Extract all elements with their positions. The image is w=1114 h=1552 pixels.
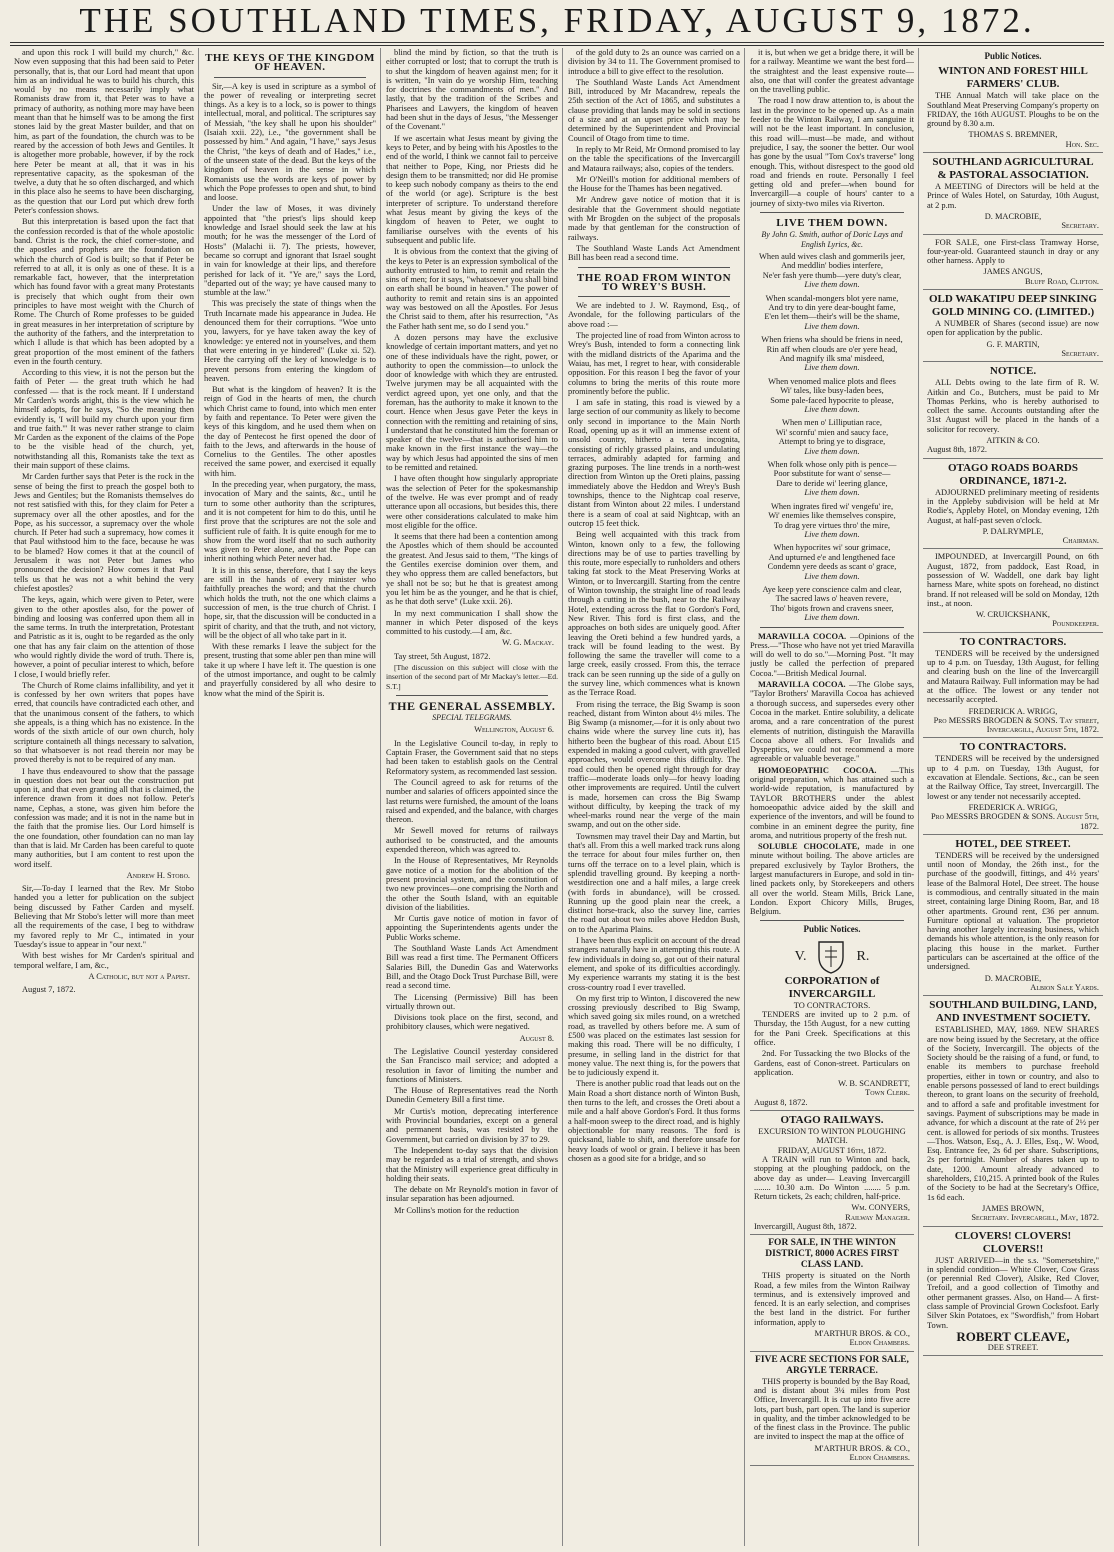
notice-title: OTAGO RAILWAYS. <box>780 1114 884 1127</box>
divider <box>214 77 366 78</box>
advertisement: OLD WAKATIPU DEEP SINKING GOLD MINING CO. (LIMITED.) A NUMBER of Shares (second issue) are now open for application by the public. G. F. MARTIN, Secretary. <box>923 290 1103 362</box>
masthead-rule-2 <box>10 45 1104 46</box>
poem-stanza: Aye keep yere conscience calm and clear, The sacred laws o' heaven revere, Tho' bigots frown and cravens sneer, Live them down. <box>762 584 902 623</box>
advertisement: HOTEL, DEE STREET. TENDERS will be received by the undersigned until noon of Monday, the 26th inst., for the purchase of the goodwill, fittings, and 4½ years' lease of the Balmoral Hotel, Dee street. The house is commodious, and centrally situated in the main street, containing large Dining Room, Bar, and 18 other apartments. Ground rent, £36 per annum. Furniture optional at valuation. The proprietor having another largely increasing business, which demands his whole attention, is the only reason for placing this house in the market. Further particulars can be ascertained at the office of the undersigned. D. MACROBIE, Albion Sale Yards. <box>923 835 1103 996</box>
article-paragraph: I am safe in stating, this road is viewed by a large section of our community as likely to become only second in importance to the Main North Road, opening up as it will an immense extent of unsold country, hitherto a terra incognita, consisting of richly grassed plains, and undulating terraces, admirably adapted for farming and grazing purposes. The line trends in a north-west direction from Winton up the Oreti plains, passing immediately above the Heddon and Wrey's Bush townships, thence to the Nightcap coal reserve, distant from Winton about 22 miles. I understand there is a seam of coal at said Nightcap, with an outcrop 15 feet thick. <box>568 398 740 528</box>
article-headline: THE GENERAL ASSEMBLY. <box>388 698 556 713</box>
dateline: Wellington, August 6. <box>474 725 554 735</box>
notice-role: Town Clerk. <box>865 1088 910 1098</box>
article-paragraph: Under the law of Moses, it was divinely appointed that "the priest's lips should keep knowledge and Israel should seek the law at his mouth; for he was the messenger of the Lord of Hosts" (Malachi ii. 7). The priests, however, became so corrupt and ignorant that Israel sought in vain for knowledge at their lips, and therefore perished for lack of it. "Ye are," says the Lord, "departed out of the way; ye have caused many to stumble at the law." <box>204 204 376 298</box>
article-headline: THE ROAD FROM WINTON TO WREY'S BUSH. <box>576 271 732 293</box>
article-paragraph: Sir,—A key is used in scripture as a symbol of the power of revealing or interpreting secret things. As a key is to a lock, so is power to things intellectual, moral, and political. The scriptures say of Messiah, "the key shall he upon his shoulder" (Isaiah xxii. 22), i.e., "the government shall be possessed by him." And again, "I have," says Jesus the Christ, "the keys of death and of Hades," i.e., of the unseen state of the dead. But the keys of the kingdom of heaven in the sense in which Romanists use the words are keys of power by which the Pope professes to open and shut, to bind and loose. <box>204 81 376 203</box>
poem-author: By John G. Smith, author of Doric Lays and English Lyrics, &c. <box>761 230 903 249</box>
article-paragraph: Mr O'Neill's motion for additional members of the House for the Thames has been negatived. <box>568 174 740 194</box>
article-paragraph: A dozen persons may have the exclusive knowledge of certain important matters, and yet no one of these individuals have the right, power, or authority to open the commission—to unlock the door of knowledge with which they are entrusted. Twelve jurymen may be all acquainted with the verdict agreed upon, yet one only, and that the foreman, has the authority to make it known to the court. Hence when Jesus gave Peter the keys in connection with the remitting and retaining of sins, I understand that he constituted him the foreman or speaker of the twelve—that is authorised him to make known in the first instance the way—the way by which Jesus had appointed the sins of men to be remitted and retained. <box>386 332 558 473</box>
crest-icon <box>816 939 846 975</box>
article-paragraph: The Licensing (Permissive) Bill has been virtually thrown out. <box>386 992 558 1011</box>
notice-place: Eldon Chambers. <box>849 1338 910 1348</box>
divider <box>396 695 548 696</box>
article-paragraph: The road I now draw attention to, is about the last in the province to be opened up. As a main feeder to the Winton Railway, I am sanguine it will not be the least important. In conclusion, this road will—must—be made, and without prejudice, I say, the sooner the better. Our wool has gone by the usual "Tom Cox's traverse" long enough. This, without disrespect to the good old road and friends en route. Personally I feel getting old and prefer—when bound for Invercargill—a couple of hours' canter to a journey of sixty-two miles via Riverton. <box>750 96 914 208</box>
notice-text: THIS property is bounded by the Bay Road, and is distant about 3¼ miles from Post Office, Invercargill. It is cut up into five acre lots, part bush, part open. The land is superior in quality, and the timber acknowledged to be of the finest class in the Province. The public are invited to inspect the map at the office of <box>754 1376 910 1442</box>
notice-text: 2nd. For Tussacking the two Blocks of the Gardens, east of Conon-street. Particulars on application. <box>754 1049 910 1077</box>
railway-notice <box>750 1111 914 1235</box>
article-paragraph: and upon this rock I will build my church," &c. Now even supposing that this had been said to Peter personally, that is, that our Lord had meant that upon him as an individual he was to build his church, this would by no means necessarily imply what Romanists draw from it, that Peter was to have a primacy of authority, as nothing more may have been meant than that he himself was to be among the first stones laid by the great Master builder, and that on him, as part of the foundation, the church was to be reared by the accession of both Jews and Gentiles. It is altogether more probable, however, if by the rock here Peter be meant at all, that it was in his representative capacity, as the spokesman of the twelve, a duty that he so often discharged, and which in this place also he seems to have been discharging, as the question that our Lord put which drew forth Peter's confession shows. <box>14 48 194 216</box>
article-paragraph: It seems that there had been a contention among the Apostles which of them should be accounted the greatest. And Jesus said to them, "The kings of the Gentiles exercise dominion over them, and they who oppress them are called benefactors, but ye shall not be so; but he that is greatest among you let him be as the younger, and he that is chief, as he that doth serve" (Luke xxii. 26). <box>386 532 558 607</box>
notice-date: FRIDAY, AUGUST 16th, 1872. <box>777 1145 887 1155</box>
poem-title: LIVE THEM DOWN. <box>776 217 888 230</box>
article-subhead: SPECIAL TELEGRAMS. <box>432 713 512 723</box>
divider <box>760 212 904 213</box>
notice-signature: Wm. CONYERS, <box>851 1203 910 1213</box>
notice-role: Railway Manager. <box>845 1212 910 1222</box>
article-paragraph: Mr Curtis's motion, deprecating interference with Provincial boundaries, except on a general and permanent basis, was resisted by the Government, but carried on division by 37 to 29. <box>386 1106 558 1144</box>
letter-paragraph: Sir,—To-day I learned that the Rev. Mr Stobo handed you a letter for publication on the subject being discussed by Father Carden and myself. Believing that Mr Stobo's letter will more than meet all the requirements of the case, I beg to withdraw my favored reply to Mr C., intimated in your Tuesday's issue to appear in "our next." <box>14 884 194 949</box>
column-divider <box>744 48 745 1546</box>
column-divider <box>918 48 919 1546</box>
article-paragraph: Mr Sewell moved for returns of railways authorised to be constructed, and the amounts expended thereon, which was agreed to. <box>386 826 558 855</box>
poem-stanza: When folk whose only pith is pence— Poor substitute for want o' sense— Dare to deride wi' leering glance, Live them down. <box>767 460 897 498</box>
poem-stanza: When friens wha should be friens in need, Rin aff when clouds are o'er yere head, And magnify ilk sma' misdeed, Live them down. <box>761 335 903 373</box>
article-paragraph: With these remarks I leave the subject for the present, trusting that some abler pen than mine will take it up where I have left it. The question is one of the utmost importance, and ought to be calmly and prayerfully considered by all who desire to know what the mind of the Spirit is. <box>204 642 376 698</box>
article-paragraph: In the preceding year, when purgatory, the mass, invocation of Mary and the saints, &c., until he turn to some other authority than the scriptures, and it is not competent for him to do this, until he first prove that the scriptures are not the sole and sufficient rule of faith. It is quite enough for me to show from the word itself that no such authority was given to Peter alone, and that the Pope can inherit nothing which Peter never had. <box>204 480 376 564</box>
notice-place: Invercargill, August 8th, 1872. <box>754 1222 857 1231</box>
article-paragraph: In the House of Representatives, Mr Reynolds gave notice of a motion for the abolition of the present provincial system, and the constitution of two new provinces—one comprising the North and the other the South Island, with an equitable division of the liabilities. <box>386 856 558 912</box>
column-divider <box>562 48 563 1546</box>
column-4 <box>568 48 740 1548</box>
article-paragraph: In my next communication I shall show the manner in which Peter disposed of the keys committed to his custody.—I am, &c. <box>386 608 558 637</box>
article-paragraph: I have been thus explicit on account of the dread strangers naturally have in attempting this route. A few individuals in doing so, got out of their natural element, and spoke of its difficulties accordingly. My experience warrants my stating it is the best cross-country road I ever travelled. <box>568 936 740 992</box>
corporation-subtitle: TO CONTRACTORS. <box>793 1000 871 1010</box>
column-divider <box>380 48 381 1546</box>
notice-text: A TRAIN will run to Winton and back, stopping at the ploughing paddock, on the above day as under— Leaving Invercargill ........ 10.30 a.m. Do Winton ........ 5 p.m. Return tickets, 2s each; children, half-price. <box>754 1154 910 1202</box>
article-headline: THE KEYS OF THE KINGDOM OF HEAVEN. <box>205 52 375 74</box>
advertisement: NOTICE. ALL Debts owing to the late firm of R. W. Aitkin and Co., Butchers, must be paid to Mr Thomas Perkins, who is hereby authorised to collect the same. Accounts outstanding after the 31st August will be placed in the hands of a solicitor for recovery. AITKIN & CO. August 8th, 1872. <box>923 362 1103 458</box>
column-1 <box>14 48 194 1548</box>
notice-date: August 8, 1872. <box>754 1097 808 1107</box>
article-paragraph: It is obvious from the context that the giving of the keys to Peter is an expression symbolical of the authority entrusted to him, to remit and retain the sins of men; for it says, "whatsoever you shall bind on earth shall be bound in heaven." The power of authority to remit and retain sins is an appointed way was bestowed on all the Apostles. For Jesus the Christ said to them, after his resurrection, "As the Father hath sent me, so do I send you." <box>386 247 558 331</box>
article-paragraph: it is, but when we get a bridge there, it will be for a railway. Meantime we want the best ford—the straightest and the least expensive route—also, one that will confer the greatest advantage on the travelling public. <box>750 48 914 95</box>
article-paragraph: But what is the kingdom of heaven? It is the reign of God in the hearts of men, the church which Christ came to found, into which men enter by faith and repentance. To Peter were given the keys of this kingdom, and he used them when on the day of Pentecost he first opened the door of faith to the Jews, and afterwards in the house of Cornelius to the Gentiles. The other apostles received the same power, and exercised it equally with him. <box>204 385 376 478</box>
article-paragraph: The Legislative Council yesterday considered the San Francisco mail service; and adopted a resolution in favor of limiting the number and functions of Ministers. <box>386 1046 558 1084</box>
article-paragraph: The Southland Waste Lands Act Amendment Bill was read a first time. The Permanent Officers Salaries Bill, the Dunedin Gas and Waterworks Bill, and the Otago Dock Trust Purchase Bill, were read a second time. <box>386 944 558 991</box>
notice-place: Eldon Chambers. <box>849 1453 910 1463</box>
article-paragraph: On my first trip to Winton, I discovered the new crossing previously described to Big Swamp, which saved going six miles round, on a wretched road, as travelled by others before me. A sum of £500 was placed on the estimates last session for making this road. There will be no difficulty, I presume, in selling land in the district for that money value. The next thing is, for the powers that be to judiciously expend it. <box>568 993 740 1078</box>
notice-signature: M'ARTHUR BROS. & CO., <box>814 1443 910 1453</box>
poem-stanza: When hypocrites wi' sour grimace, And upturned e'e and lengthened face Condemn yere deeds as scant o' grace, Live them down. <box>767 543 897 581</box>
letter-signature: Andrew H. Stobo. <box>126 870 190 880</box>
poem-stanza: When scandal-mongers blot yere name, And try to din yere dear-bought fame, E'en let them—their's will be the shame, Live them down. <box>764 293 900 331</box>
letter-signature: W. G. Mackay. <box>502 638 554 648</box>
letter-signature: A Catholic, but not a Papist. <box>88 971 190 981</box>
notice-title: FOR SALE, IN THE WINTON DISTRICT, 8000 ACRES FIRST CLASS LAND. <box>765 1238 899 1271</box>
article-paragraph: But this interpretation is based upon the fact that the confession recorded is that of the whole apostolic band. Christ is the rock, the chief corner-stone, and the apostles and prophets are the foundation on which the church of God is built; so that if Peter be referred to at all, it is only as one of these. It is a remarkable fact, however, that the interpretation which has found favor with a great many Protestants is precisely that which ought from their own principles to have most weight with the Church of Rome. The Church of Rome professes to be guided in great measures in her interpretation of scripture by the authority of the fathers, and the interpretation to which I allude is that which has been adopted by a great proportion of the most eminent of the fathers even in the fourth century. <box>14 217 194 366</box>
advertisement: WINTON AND FOREST HILL FARMERS' CLUB. THE Annual Match will take place on the Southland Meat Preserving Company's property on FRIDAY, the 16th AUGUST. Ploughs to be on the ground by 8.30 a.m. THOMAS S. BREMNER, Hon. Sec. <box>923 62 1103 153</box>
article-paragraph: It is in this sense, therefore, that I say the keys are still in the hands of every minister who faithfully preaches the word; and that the church which holds the truth, not the one which claims a succession of men, is the true church of Christ. I hope, sir, that the discussion will be conducted in a spirit of charity, and that the truth, and not victory, will be the object of all who take part in it. <box>204 565 376 640</box>
advertisement: IMPOUNDED, at Invercargill Pound, on 6th August, 1872, from paddock, East Road, in possession of W. Waddell, one dark bay light harness Mare, white spots on forehead, no distinct brand. If not released will be sold on Monday, 12th inst., at noon. W. CRUICKSHANK, Poundkeeper. <box>923 549 1103 632</box>
divider <box>578 296 730 297</box>
masthead: THE SOUTHLAND TIMES, FRIDAY, AUGUST 9, 1872. <box>79 1 1035 40</box>
dateline: August 8. <box>519 1033 554 1043</box>
article-paragraph: The Southland Waste Lands Act Amendment Bill, introduced by Mr Macandrew, repeals the 25th section of the Act of 1865, and substitutes a clause providing that lands may be sold in sections of a size and at an upset price which may be determined by the Superintendent and Provincial Council of Otago from time to time. <box>568 77 740 143</box>
article-paragraph: Townsmen may travel their Day and Martin, but that's all. From this a well marked track runs along the terrace for about four miles further on, then turns off the terrace on to a level plain, which is splendid travelling ground. By keeping a north-westdirection one and a half miles, a large creek (with fords in abundance), will be crossed. Running up the good plain near the creek, a distinct horse-track, also the survey line, carries the road out about two miles above Heddon Bush, on to the Aparima Plains. <box>568 831 740 934</box>
notice-title: FIVE ACRE SECTIONS FOR SALE, ARGYLE TERRACE. <box>755 1354 909 1376</box>
cocoa-ad: HOMOEOPATHIC COCOA. —This original preparation, which has attained such a world-wide reputation, is manufactured by TAYLOR BROTHERS under the ablest homoeopathic advice aided by the skill and experience of the inventors, and will be found to combine in an eminent degree the purity, fine aroma, and nutritious property of the fresh nut. <box>750 765 914 840</box>
article-paragraph: The debate on Mr Reynold's motion in favor of insular separation has been adjourned. <box>386 1185 558 1204</box>
notice-subtitle: EXCURSION TO WINTON PLOUGHING MATCH. <box>758 1127 906 1146</box>
chocolate-ad: SOLUBLE CHOCOLATE, made in one minute without boiling. The above articles are prepared exclusively by Taylor Brothers, the largest manufacturers in Europe, and sold in tin-lined packets only, by Storekeepers and others all over the world. Steam Mills, Brick Lane, London. Export Chicory Mills, Bruges, Belgium. <box>750 842 914 917</box>
article-paragraph: There is another public road that leads out on the Main Road a short distance north of Winton Bush, then turns to the left, and crosses the Oreti about a mile and a half above Gordon's Ford. It thus forms a half-moon sweep to the direct road, and is highly objectionable for many reasons. The ford is quicksand, liable to shift, and therefore unsafe for heavy loads of wool or grain. I believe it has been chosen as a good site for a bridge, and so <box>568 1079 740 1163</box>
article-paragraph: We are indebted to J. W. Raymond, Esq., of Avondale, for the following particulars of the above road :— <box>568 301 740 329</box>
column-6 <box>923 48 1103 1548</box>
article-paragraph: of the gold duty to 2s an ounce was carried on a division by 34 to 11. The Government promised to introduce a bill to give effect to the resolution. <box>568 48 740 76</box>
cocoa-ad: MARAVILLA COCOA. —Opinions of the Press.—"Those who have not yet tried Maravilla will do well to do so."—Morning Post. "It may justly be called the perfection of prepared Cocoa."—British Medical Journal. <box>750 631 914 678</box>
corporation-crest: V. R. <box>754 939 910 975</box>
masthead-rule <box>10 42 1104 43</box>
article-paragraph: I have thus endeavoured to show that the passage in question does not bear out the construction put upon it, and that even granting all that is claimed, the inference drawn from it does not follow. Peter's name, Cephas, a stone, was given him before the confession was made; and it is not in the name but in the faith that the promise lies. Our Lord himself is the one foundation, other foundation can no man lay than that is laid. Mr Carden has been careful to quote many authorities, but I am content to rest upon the word itself. <box>14 766 194 869</box>
editor-note: [The discussion on this subject will close with the insertion of the second part of Mr Mackay's letter.—Ed. S.T.] <box>386 663 558 691</box>
poem-stanza: When ingrates fired wi' vengefu' ire, Wi' enemies like themselves conspire, To drag yere virtues thro' the mire, Live them down. <box>768 501 896 539</box>
poem-stanza: When men o' Lilliputian race, Wi' scornfu' mien and saucy face, Attempt to bring ye to disgrace, Live them down. <box>775 418 889 456</box>
divider <box>578 267 730 268</box>
advertisement: TO CONTRACTORS. TENDERS will be received by the undersigned up to 4 p.m. on Tuesday, 13th August, for excavation at Elendale. Sections, &c., can be seen at the Railway Office, Tay street, Invercargill. The lowest or any tender not necessarily accepted. FREDERICK A. WRIGG, Pro MESSRS BROGDEN & SONS. August 5th, 1872. <box>923 738 1103 834</box>
advertisement: OTAGO ROADS BOARDS ORDINANCE, 1871-2. ADJOURNED preliminary meeting of residents in the Appleby subdivision will be held at Mr Rodie's, Appleby Hotel, on Monday evening, 12th August, at half-past seven o'clock. P. DALRYMPLE, Chairman. <box>923 459 1103 550</box>
divider <box>760 920 904 921</box>
article-paragraph: I have often thought how singularly appropriate was the selection of Peter for the spokesmanship of the twelve. He was ever prompt and of ready utterance upon all occasions, but besides this, there were other considerations calculated to make him most eligible for the office. <box>386 474 558 530</box>
article-paragraph: The projected line of road from Winton across to Wrey's Bush, intended to form a connecting link with the midland districts of the Aparima and the Waiau, has met, I regret to hear, with considerable opposition. For this reason I beg the favor of your columns to bring the merits of this route more prominently before the public. <box>568 331 740 396</box>
article-paragraph: Being well acquainted with this track from Winton, known only to a few, the following directions may be of use to parties travelling by this route, more especially to runholders and others taking fat stock to the Meat Preserving Works at Winton, or to Invercargill. Starting from the centre of Winton township, the straight line of road leads through a cutting in the bush, near to the Railway Hotel, extending across the flat to Gordon's Ford, New River. This ford is first class, and the approaches on both sides are uniquely good. After leaving the Oreti behind a few hundred yards, a track will be found leading to the west. By following the same the traveller will come to a large creek, easily crossed. From this, the terrace track can be seen running up the side of a gully on the survey line, which commences what is known as the Terrace Road. <box>568 530 740 698</box>
poem-stanza: When venomed malice plots and flees Wi' tales, like busy-laden bees, Some pale-faced hypocrite to please, Live them down. <box>768 376 896 415</box>
poem <box>750 252 914 623</box>
article-paragraph: The keys, again, which were given to Peter, were given to the other apostles also, for the power of binding and loosing was conferred upon them all in the same terms. In truth the interpretation, Protestant and Patristic as it is, ought to be regarded as the only one that has any fair claim on the attention of those who would rightly divide the word of truth. There is, however, a point of peculiar interest to which, before I close, I would briefly refer. <box>14 595 194 679</box>
article-paragraph: The Church of Rome claims infallibility, and yet it is confessed by her own writers that popes have erred, that councils have contradicted each other, and that the unanimous consent of the fathers, to which she appeals, is a thing which has no existence. In the words of the sixth article of our own church, holy scripture containeth all things necessary to salvation, so that whatsoever is not read therein nor may be proved thereby is not to be required of any man. <box>14 680 194 765</box>
corporation-notice <box>750 936 914 1111</box>
article-paragraph: blind the mind by fiction, so that the truth is either corrupted or lost; that to corrupt the truth is to shut the kingdom of heaven against men; for it is written, "In vain do ye worship Him, teaching for doctrines the commandments of men." And lastly, that by the tradition of the Scribes and Pharisees and Lawyers, the kingdom of heaven had been shut in the days of Jesus, "the Messenger of the Covenant." <box>386 48 558 132</box>
advertisement: TO CONTRACTORS. TENDERS will be received by the undersigned up to 4 p.m. on Tuesday, 13th August, for felling and clearing bush on the line of the Invercargill and Mataura Railway. Full information may be had at the office. The lowest or any tender not necessarily accepted. FREDERICK A. WRIGG, Pro MESSRS BROGDEN & SONS. Tay street, Invercargill, August 5th, 1872. <box>923 633 1103 739</box>
column-divider <box>198 48 199 1546</box>
article-paragraph: In the Legislative Council to-day, in reply to Captain Fraser, the Government said that no steps had been taken to establish gaols on the Central Reformatory system, as recommended last session. <box>386 738 558 776</box>
letter-date: August 7, 1872. <box>22 985 76 995</box>
divider <box>760 627 904 628</box>
article-paragraph: The Southland Waste Lands Act Amendment Bill has been read a second time. <box>568 243 740 263</box>
advertisement: CLOVERS! CLOVERS! CLOVERS!! JUST ARRIVED—in the s.s. "Somersetshire," in splendid condition— White Clover, Cow Grass (or perennial Red Clover), Alsike, Red Clover, Trefoil, and a good collection of Timothy and other permanent grasses. Also, on Hand— A first-class sample of Provincial Grown Cocksfoot. Early Silver Skin Potatoes, ex "Swordfish," from Hobart Town. ROBERT CLEAVE, DEE STREET. <box>923 1227 1103 1357</box>
notice-signature: W. B. SCANDRETT, <box>838 1079 910 1089</box>
advertisement: SOUTHLAND AGRICULTURAL & PASTORAL ASSOCIATION. A MEETING of Directors will be held at the Prince of Wales Hotel, on Saturday, 10th August, at 2 p.m. D. MACROBIE, Secretary. <box>923 153 1103 234</box>
article-paragraph: If we ascertain what Jesus meant by giving the keys to Peter, and by being with his Apostles to the end of the world, I think we cannot fail to perceive that neither to Pope, King, nor Priests did he design them to be transmitted; nor did He promise to keep such nobody company as theirs to the end of the world (or age). Scripture is the best interpreter of scripture. To understand therefore what Jesus meant by giving the keys of the kingdom of heaven to Peter, we ought to familiarise ourselves with the events of his subsequent and public life. <box>386 133 558 245</box>
notice-text: THIS property is situated on the North Road, a few miles from the Winton Railway terminus, and is extensively improved and fenced. It is an early selection, and comprises the best land in the district. For further information, apply to <box>754 1271 910 1327</box>
poem-stanza: When auld wives clash and gommerils jeer, And meddlin' bodies interfere, Ne'er fash yere thumb—yere duty's clear, Live them down. <box>759 251 905 290</box>
advertisement: SOUTHLAND BUILDING, LAND, AND INVESTMENT SOCIETY. ESTABLISHED, MAY, 1869. NEW SHARES are now being issued by the Secretary, at the office of the Society, Invercargill. The objects of the Society should be the raising of a fund, or fund, to enable its members to purchase freehold properties, either in town or country, and also to enable persons possessed of land to erect buildings thereon, to grant loans on the security of freehold, and to afford a safe and profitable investment for savings. Payment of subscriptions may be made in advance, for which a discount at the rate of 2½ per cent. is allowed for periods of six months. Trustees—Thos. Watson, Esq., A. J. Elles, Esq., W. Wood, Esq. Entrance fee, 2s 6d per share. Subscriptions, 2s per fortnight. Number of shares taken up to date, 1200. Amount already advanced to shareholders, £10,215. A printed book of the Rules of the Society to be had at the Secretary's Office, 1s 6d each. JAMES BROWN, Secretary. Invercargill, May, 1872. <box>923 996 1103 1226</box>
letter-date: Tay street, 5th August, 1872. <box>394 651 491 661</box>
article-paragraph: From rising the terrace, the Big Swamp is soon reached, distant from Winton about 4½ miles. The Big Swamp (a misnomer,—for it is only about two chains wide where the survey line cuts it), has hitherto been the bugbear of this road. About £15 expended in making a good culvert, with gravelled approaches, would overcome this difficulty. The road could then be opened right through for dray traffic—moderate loads only—for heavy loading other improvements are required. Until the culvert is made, horsemen can cross the Big Swamp without difficulty, by keeping the track of my wheel-marks round near the verge of the main swamp, and out on the other side. <box>568 699 740 830</box>
land-sale-notice <box>750 1352 914 1467</box>
column-2 <box>204 48 376 1548</box>
article-paragraph: The Independent to-day says that the division may be regarded as a trial of strength, and shows that the Ministry will experience great difficulty in holding their seats. <box>386 1145 558 1183</box>
article-paragraph: Divisions took place on the first, second, and prohibitory clauses, which were negatived. <box>386 1013 558 1032</box>
article-paragraph: The House of Representatives read the North Dunedin Cemetery Bill a first time. <box>386 1086 558 1105</box>
article-paragraph: In reply to Mr Reid, Mr Ormond promised to lay on the table the specifications of the Invercargill and Mataura railways; also, copies of the tenders. <box>568 144 740 173</box>
notice-text: TENDERS are invited up to 2 p.m. of Thursday, the 15th August, for a new cutting for the Pani Creek. Specifications at this office. <box>754 1010 910 1047</box>
corporation-title: CORPORATION of INVERCARGILL <box>784 974 880 1000</box>
land-sale-notice <box>750 1235 914 1351</box>
public-notices-header: Public Notices. <box>984 51 1042 61</box>
article-paragraph: The Council agreed to ask for returns of the number and salaries of officers appointed since the last returns were furnished, the amount of the loans raised and expended, and the balance, with charges thereon. <box>386 777 558 825</box>
notice-signature: M'ARTHUR BROS. & CO., <box>814 1329 910 1339</box>
article-paragraph: Mr Curtis gave notice of motion in favor of appointing the Superintendents agents under the Public Works scheme. <box>386 914 558 942</box>
article-paragraph: According to this view, it is not the person but the faith of Peter — the great truth which he had confessed — that is the rock meant. If I understand Mr Carden's words aright, this is the view which he himself adopts, for he says, "So the meaning then evidently is, 'I will build my church upon your firm and true faith.'" It was never rather strange to claim Mr Carden as the exponent of the claims of the Pope to be the visible head of the church, yet, notwithstanding all this, Romanists take the text as their main support of these claims. <box>14 368 194 471</box>
article-paragraph: Mr Carden further says that Peter is the rock in the sense of being the first to preach the gospel both to Jews and Gentiles; but the Romanists themselves do not rest satisfied with this, for they claim for Peter a supremacy over all the other apostles, and for the Pope, as his successor, a supremacy over the whole church. If Peter had such a supremacy, how comes it that Paul withstood him to the face, because he was to be blamed? How comes it that at the council of Jerusalem it was not Peter but James who pronounced the decision? How comes it that Paul tells us that he was not a whit behind the very chiefest apostles? <box>14 472 194 593</box>
public-notices-header: Public Notices. <box>803 924 861 935</box>
letter-paragraph: With best wishes for Mr Carden's spiritual and temporal welfare, I am, &c., <box>14 951 194 970</box>
cocoa-ad: MARAVILLA COCOA. —The Globe says, "Taylor Brothers' Maravilla Cocoa has achieved a thorough success, and supersedes every other Cocoa in the market. Entire solubility, a delicate aroma, and a rare concentration of the purest elements of nutrition, distinguish the Maravilla Cocoa above all others. For Invalids and Dyspeptics, we could not recommend a more agreeable or valuable beverage." <box>750 680 914 764</box>
column-5 <box>750 48 914 1548</box>
column-3 <box>386 48 558 1548</box>
article-paragraph: This was precisely the state of things when the Truth Incarnate made his appearance in Judea. He denounced them for their corruptions. "Woe unto you, lawyers, for ye have taken away the key of knowledge: ye entered not in yourselves, and them that were entering in ye hindered" (Luke xi. 52). Here the carrying off the key of knowledge is to prevent persons from entering the kingdom of heaven. <box>204 299 376 383</box>
article-paragraph: Mr Andrew gave notice of motion that it is desirable that the Government should negotiate with Mr Brogden on the subject of the proposals made by that gentleman for the construction of railways. <box>568 195 740 242</box>
advertisement: FOR SALE, one First-class Tramway Horse, four-year-old. Guaranteed staunch in dray or any other harness. Apply to JAMES ANGUS, Bluff Road, Clifton. <box>923 235 1103 290</box>
article-paragraph: Mr Collins's motion for the reduction <box>394 1205 520 1215</box>
